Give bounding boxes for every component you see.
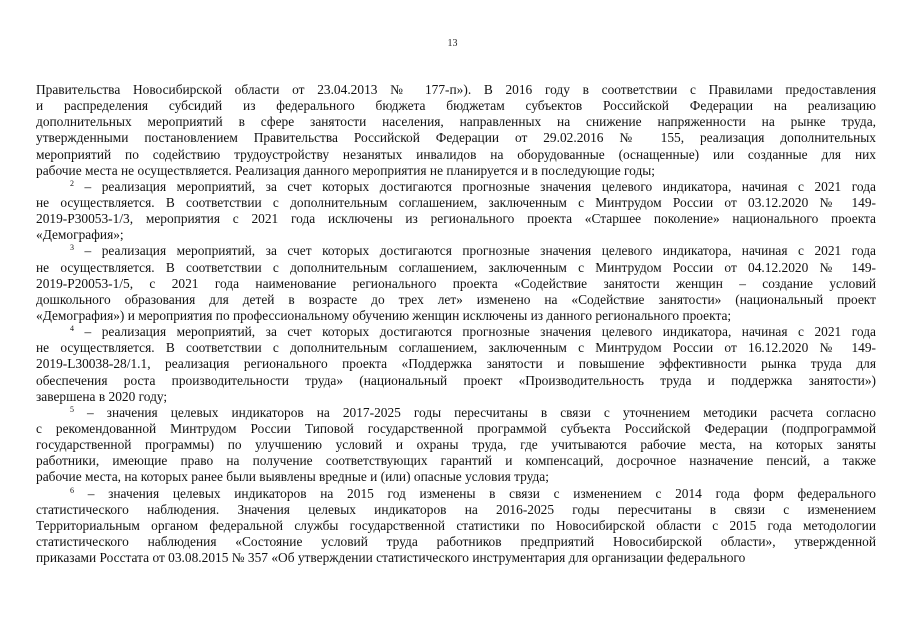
line-text: мероприятий по содействию трудоустройству незанятых инвалидов на оборудованные (оснащенные) или созданные для них — [36, 146, 876, 162]
text-line — [36, 82, 876, 98]
line-text: 2019-Р20053-1/5, с 2021 года наименование регионального проекта «Содействие занятости женщин – создание условий — [36, 275, 876, 291]
line-text: «Демография»; — [36, 227, 124, 243]
footnote-marker: 2 — [70, 178, 74, 188]
line-text: – реализация мероприятий, за счет которых достигаются прогнозные значения целевого индикатора, начиная с 2021 года — [84, 178, 876, 194]
text-line — [36, 179, 876, 195]
text-line — [36, 356, 876, 372]
footnote-marker: 3 — [70, 243, 74, 253]
text-line — [36, 130, 876, 146]
text-line — [36, 486, 876, 502]
text-line — [36, 276, 876, 292]
text-line — [36, 98, 876, 114]
text-line — [36, 260, 876, 276]
line-text: не осуществляется. В соответствии с дополнительным соглашением, заключенным с Минтрудом России от 04.12.2020 № 149- — [36, 259, 876, 275]
line-text: с рекомендованной Минтрудом России Типовой государственной программой субъекта Российской Федерации (подпрограммой — [36, 420, 876, 436]
line-text: и распределения субсидий из федерального бюджета бюджетам субъектов Российской Федерации на реализацию — [36, 98, 876, 114]
text-line — [36, 550, 876, 566]
text-line — [36, 243, 876, 259]
text-line — [36, 324, 876, 340]
line-text: 2019-Р30053-1/3, мероприятия с 2021 года исключены из регионального проекта «Старшее поколение» национального проекта — [36, 211, 876, 227]
line-text: Территориальным органом федеральной службы государственной статистики по Новосибирской области с 2015 года методологии — [36, 517, 876, 533]
text-line — [36, 437, 876, 453]
line-text: рабочие места не осуществляется. Реализация данного мероприятия не планируется и в последующие годы; — [36, 162, 656, 178]
text-line — [36, 163, 876, 179]
line-text: не осуществляется. В соответствии с дополнительным соглашением, заключенным с Минтрудом России от 03.12.2020 № 149- — [36, 194, 876, 210]
text-line — [36, 534, 876, 550]
text-line — [36, 340, 876, 356]
document-body — [36, 82, 876, 566]
line-text: – значения целевых индикаторов на 2015 год изменены в связи с изменением с 2014 года форм федерального — [87, 485, 876, 501]
text-line — [36, 421, 876, 437]
text-line — [36, 469, 876, 485]
line-text: 2019-L30038-28/1.1, реализация регионального проекта «Поддержка занятости и повышение эффективности рынка труда для — [36, 356, 876, 372]
text-line — [36, 114, 876, 130]
page-number: 13 — [447, 38, 458, 49]
footnote-paragraph — [36, 324, 876, 405]
line-text: завершена в 2020 году; — [36, 388, 168, 404]
line-text: статистического наблюдения «Состояние условий труда работников предприятий Новосибирской области», утвержденной — [36, 533, 876, 549]
text-line — [36, 147, 876, 163]
text-line — [36, 308, 876, 324]
text-line — [36, 389, 876, 405]
text-line — [36, 292, 876, 308]
footnote-paragraph — [36, 82, 876, 179]
footnote-paragraph — [36, 243, 876, 324]
footnote-paragraph — [36, 486, 876, 567]
text-line — [36, 453, 876, 469]
line-text: – реализация мероприятий, за счет которых достигаются прогнозные значения целевого индикатора, начиная с 2021 года — [84, 243, 876, 259]
text-line — [36, 373, 876, 389]
line-text: дошкольного образования для детей в возрасте до трех лет» изменено на «Содействие занятости» (национальный проект — [36, 291, 876, 307]
line-text: дополнительных мероприятий в сфере занятости населения, направленных на снижение напряженности на рынке труда, — [36, 114, 876, 130]
text-line — [36, 405, 876, 421]
text-line — [36, 518, 876, 534]
line-text: приказами Росстата от 03.08.2015 № 357 «Об утверждении статистического инструментария для организации федерального — [36, 550, 746, 566]
line-text: рабочие места, на которых ранее были выявлены вредные и (или) опасные условия труда; — [36, 469, 549, 485]
text-line — [36, 195, 876, 211]
line-text: работники, имеющие право на получение соответствующих гарантий и компенсаций, досрочное назначение пенсий, а также — [36, 453, 876, 469]
line-text: Правительства Новосибирской области от 23.04.2013 № 177-п»). В 2016 году в соответствии с Правилами предоставления — [36, 82, 876, 97]
line-text: – значения целевых индикаторов на 2017-2025 годы пересчитаны в связи с уточнением методики расчета согласно — [87, 404, 876, 420]
footnote-marker: 6 — [70, 485, 74, 495]
line-text: государственной программы) по улучшению условий и охраны труда, где учитываются рабочие места, на которых заняты — [36, 437, 876, 453]
line-text: обеспечения роста производительности труда» (национальный проект «Производительность труда и поддержка занятости») — [36, 372, 876, 388]
line-text: утвержденными постановлением Правительства Российской Федерации от 29.02.2016 № 155, реализация дополнительных — [36, 130, 876, 146]
line-text: статистического наблюдения. Значения целевых индикаторов на 2016-2025 годы пересчитаны в связи с изменением — [36, 501, 876, 517]
line-text: – реализация мероприятий, за счет которых достигаются прогнозные значения целевого индикатора, начиная с 2021 года — [84, 324, 876, 340]
text-line — [36, 227, 876, 243]
footnote-marker: 5 — [70, 404, 74, 414]
footnote-paragraph — [36, 405, 876, 486]
text-line — [36, 211, 876, 227]
text-line — [36, 502, 876, 518]
footnote-paragraph — [36, 179, 876, 244]
footnote-marker: 4 — [70, 324, 74, 334]
line-text: «Демография») и мероприятия по профессиональному обучению женщин исключены из данного регионального проекта; — [36, 307, 732, 323]
line-text: не осуществляется. В соответствии с дополнительным соглашением, заключенным с Минтрудом России от 16.12.2020 № 149- — [36, 340, 876, 356]
